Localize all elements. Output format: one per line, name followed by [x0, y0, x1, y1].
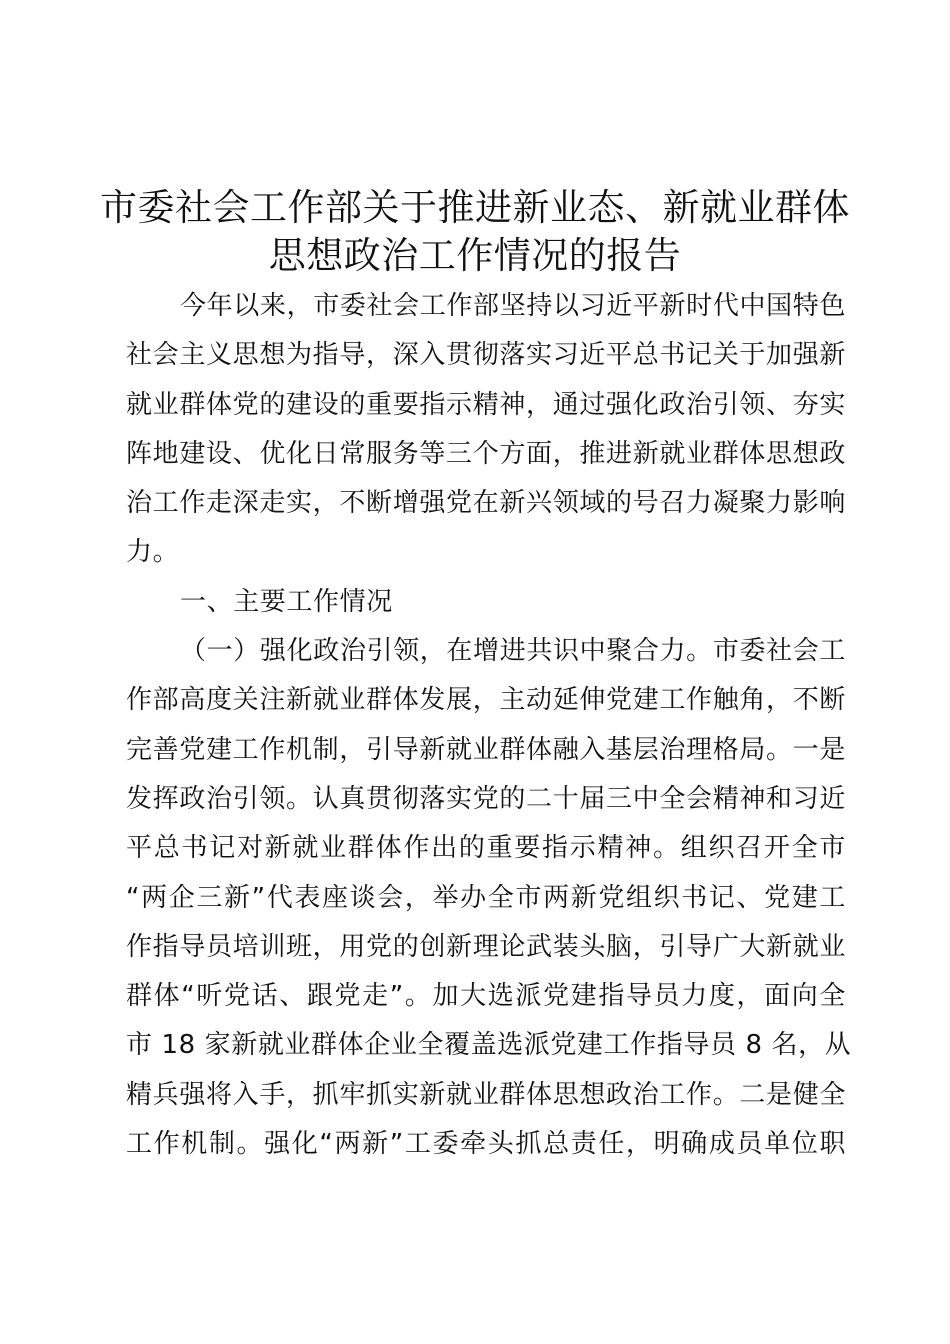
- body-line: 阵地建设、优化日常服务等三个方面，推进新就业群体思想政: [126, 438, 846, 469]
- document-title-line-2: 思想政治工作情况的报告: [268, 234, 682, 277]
- document-body: [126, 282, 852, 1169]
- body-line: 治工作走深走实，不断增强党在新兴领域的号召力凝聚力影响: [126, 488, 846, 519]
- body-line: 精兵强将入手，抓牢抓实新就业群体思想政治工作。二是健全: [126, 1079, 846, 1110]
- body-line: 平总书记对新就业群体作出的重要指示精神。组织召开全市: [126, 833, 846, 864]
- body-line: 就业群体党的建设的重要指示精神，通过强化政治引领、夯实: [126, 389, 846, 420]
- body-line: 一、主要工作情况: [180, 586, 393, 617]
- body-line: 群体“听党话、跟党走”。加大选派党建指导员力度，面向全: [126, 981, 846, 1012]
- body-line: 作部高度关注新就业群体发展，主动延伸党建工作触角，不断: [126, 685, 846, 716]
- body-line: 发挥政治引领。认真贯彻落实党的二十届三中全会精神和习近: [126, 783, 846, 814]
- body-line: 工作机制。强化“两新”工委牵头抓总责任，明确成员单位职: [126, 1129, 846, 1160]
- body-line: “两企三新”代表座谈会，举办全市两新党组织书记、党建工: [126, 882, 846, 913]
- body-line: （一）强化政治引领，在增进共识中聚合力。市委社会工: [180, 636, 846, 667]
- body-line: 完善党建工作机制，引导新就业群体融入基层治理格局。一是: [126, 734, 846, 765]
- document-title-line-1: 市委社会工作部关于推进新业态、新就业群体: [100, 186, 850, 229]
- body-line: 作指导员培训班，用党的创新理论武装头脑，引导广大新就业: [126, 931, 846, 962]
- body-line: 力。: [126, 537, 180, 568]
- body-line: 今年以来，市委社会工作部坚持以习近平新时代中国特色: [180, 291, 846, 321]
- body-line: 社会主义思想为指导，深入贯彻落实习近平总书记关于加强新: [126, 340, 846, 371]
- body-line: 市 18 家新就业群体企业全覆盖选派党建工作指导员 8 名，从: [126, 1030, 852, 1061]
